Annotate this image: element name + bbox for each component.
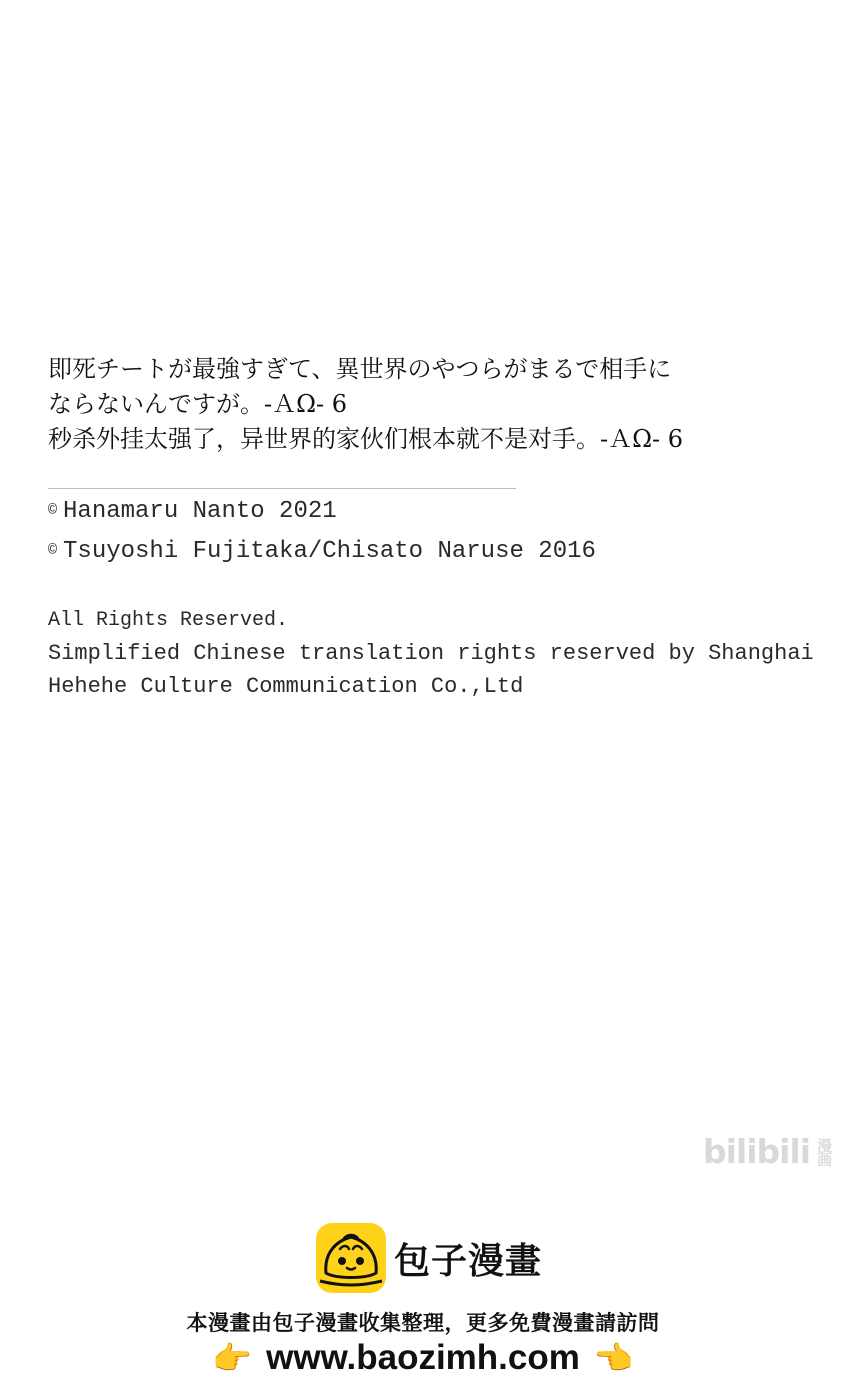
translation-rights-line1: Simplified Chinese translation rights reserved by Shanghai bbox=[48, 641, 814, 666]
watermark-suffix: 漫画 bbox=[815, 1137, 834, 1166]
copyright-line-1 bbox=[48, 497, 337, 526]
watermark-text: bilibili bbox=[703, 1132, 811, 1171]
translation-rights-line2: Hehehe Culture Communication Co.,Ltd bbox=[48, 674, 524, 699]
copyright-symbol: © bbox=[48, 542, 58, 559]
title-japanese-line1: 即死チートが最強すぎて、異世界のやつらがまるで相手に bbox=[48, 355, 672, 383]
divider bbox=[48, 488, 516, 489]
site-url-link[interactable]: www.baozimh.com bbox=[266, 1338, 580, 1377]
pointing-left-hand-icon: 👈 bbox=[593, 1340, 634, 1376]
title-chinese: 秒杀外挂太强了，异世界的家伙们根本就不是对手。-ＡΩ- 6 bbox=[48, 425, 684, 453]
title-japanese-line2: ならないんですが。-ＡΩ- 6 bbox=[48, 390, 348, 418]
title-block bbox=[48, 352, 828, 457]
brand-name: 包子漫畫 bbox=[394, 1240, 543, 1282]
pointing-right-hand-icon: 👉 bbox=[212, 1340, 253, 1376]
collection-notice: 本漫畫由包子漫畫收集整理，更多免費漫畫請訪問 bbox=[186, 1311, 660, 1335]
baozi-mascot-icon bbox=[316, 1223, 386, 1293]
brand-logo[interactable] bbox=[316, 1223, 542, 1293]
copyright-symbol: © bbox=[48, 502, 58, 519]
site-link-row bbox=[0, 1338, 846, 1378]
rights-block bbox=[48, 604, 814, 703]
all-rights-reserved: All Rights Reserved. bbox=[48, 609, 289, 632]
copyright-text-2: Tsuyoshi Fujitaka/Chisato Naruse 2016 bbox=[63, 538, 596, 565]
copyright-text-1: Hanamaru Nanto 2021 bbox=[63, 498, 337, 525]
bilibili-watermark bbox=[703, 1132, 832, 1171]
copyright-line-2 bbox=[48, 537, 596, 566]
